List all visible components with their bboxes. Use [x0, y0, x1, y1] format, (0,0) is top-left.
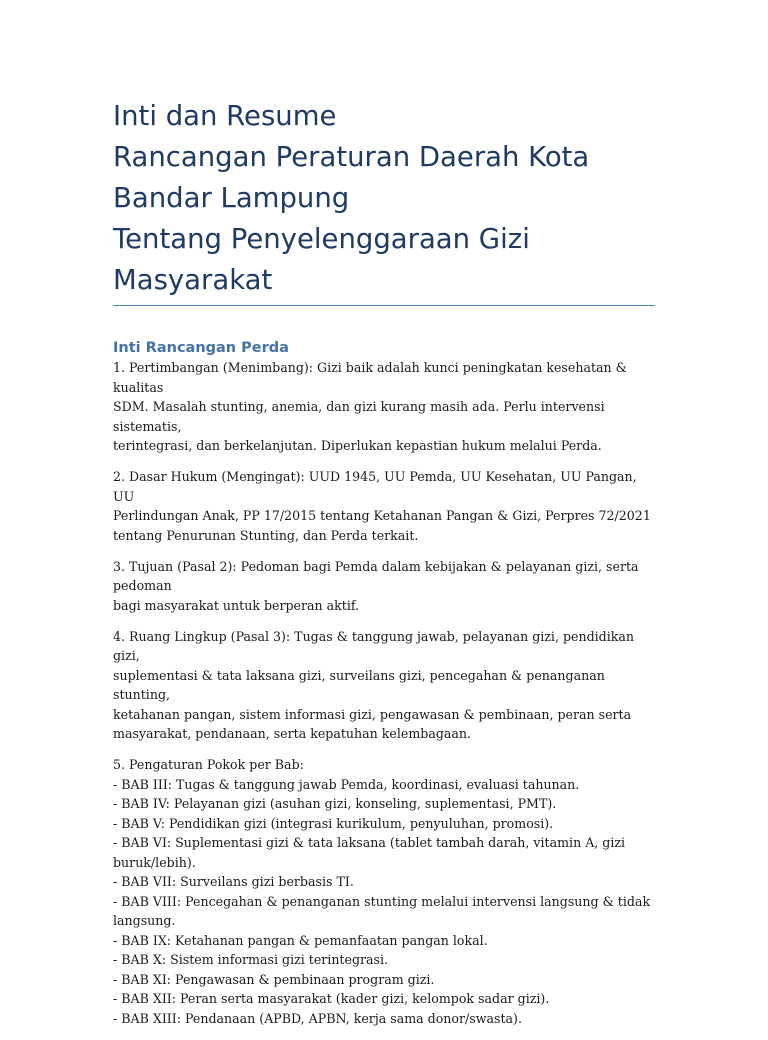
text-line: 3. Tujuan (Pasal 2): Pedoman bagi Pemda dalam kebijakan & pelayanan gizi, serta pedoman	[113, 558, 639, 593]
list-item: - BAB III: Tugas & tanggung jawab Pemda, koordinasi, evaluasi tahunan.	[113, 776, 580, 792]
text-line: ketahanan pangan, sistem informasi gizi, pengawasan & pembinaan, peran serta	[113, 706, 632, 722]
document-title	[113, 96, 655, 306]
list-item: - BAB X: Sistem informasi gizi terintegrasi.	[113, 952, 389, 967]
list-item: - BAB XII: Peran serta masyarakat (kader gizi, kelompok sadar gizi).	[113, 991, 550, 1006]
title-line: Rancangan Peraturan Daerah Kota	[113, 141, 590, 173]
title-line: Tentang Penyelenggaraan Gizi	[113, 223, 530, 255]
text-line: 2. Dasar Hukum (Mengingat): UUD 1945, UU Pemda, UU Kesehatan, UU Pangan, UU	[113, 469, 637, 504]
list-item: - BAB V: Pendidikan gizi (integrasi kurikulum, penyuluhan, promosi).	[113, 815, 554, 831]
text-line: Perlindungan Anak, PP 17/2015 tentang Ketahanan Pangan & Gizi, Perpres 72/2021	[113, 508, 651, 523]
list-item: - BAB XIII: Pendanaan (APBD, APBN, kerja sama donor/swasta).	[113, 1010, 522, 1026]
section-heading: Inti Rancangan Perda	[113, 340, 289, 356]
text-line: 4. Ruang Lingkup (Pasal 3): Tugas & tanggung jawab, pelayanan gizi, pendidikan gizi,	[113, 628, 635, 663]
text-line: SDM. Masalah stunting, anemia, dan gizi kurang masih ada. Perlu intervensi sistematis,	[113, 399, 605, 434]
list-item: buruk/lebih).	[113, 854, 196, 870]
paragraph-ruang-lingkup	[113, 627, 655, 744]
list-item: - BAB IX: Ketahanan pangan & pemanfaatan pangan lokal.	[113, 932, 488, 948]
title-line: Bandar Lampung	[113, 182, 350, 214]
paragraph-tujuan	[113, 557, 655, 616]
text-line: masyarakat, pendanaan, serta kepatuhan kelembagaan.	[113, 726, 472, 741]
text-line: 1. Pertimbangan (Menimbang): Gizi baik adalah kunci peningkatan kesehatan & kualitas	[113, 360, 627, 395]
list-item: - BAB VI: Suplementasi gizi & tata laksana (tablet tambah darah, vitamin A, gizi	[113, 835, 626, 850]
list-item: langsung.	[113, 913, 176, 928]
document-body	[113, 358, 655, 1028]
text-line: terintegrasi, dan berkelanjutan. Diperlukan kepastian hukum melalui Perda.	[113, 438, 602, 453]
list-item: - BAB IV: Pelayanan gizi (asuhan gizi, konseling, suplementasi, PMT).	[113, 796, 557, 811]
title-line: Inti dan Resume	[113, 100, 337, 132]
list-item: - BAB XI: Pengawasan & pembinaan program gizi.	[113, 971, 435, 987]
paragraph-pertimbangan	[113, 358, 655, 456]
paragraph-pengaturan-pokok	[113, 755, 655, 1028]
text-line: bagi masyarakat untuk berperan aktif.	[113, 597, 360, 613]
title-line: Masyarakat	[113, 264, 273, 296]
document-page	[113, 96, 655, 1040]
list-item: - BAB VII: Surveilans gizi berbasis TI.	[113, 874, 354, 889]
list-item: - BAB VIII: Pencegahan & penanganan stunting melalui intervensi langsung & tidak	[113, 893, 651, 909]
paragraph-dasar-hukum	[113, 467, 655, 545]
text-line: tentang Penurunan Stunting, dan Perda terkait.	[113, 527, 419, 543]
text-line: suplementasi & tata laksana gizi, surveilans gizi, pencegahan & penanganan stunting,	[113, 667, 605, 702]
text-line: 5. Pengaturan Pokok per Bab:	[113, 757, 304, 772]
